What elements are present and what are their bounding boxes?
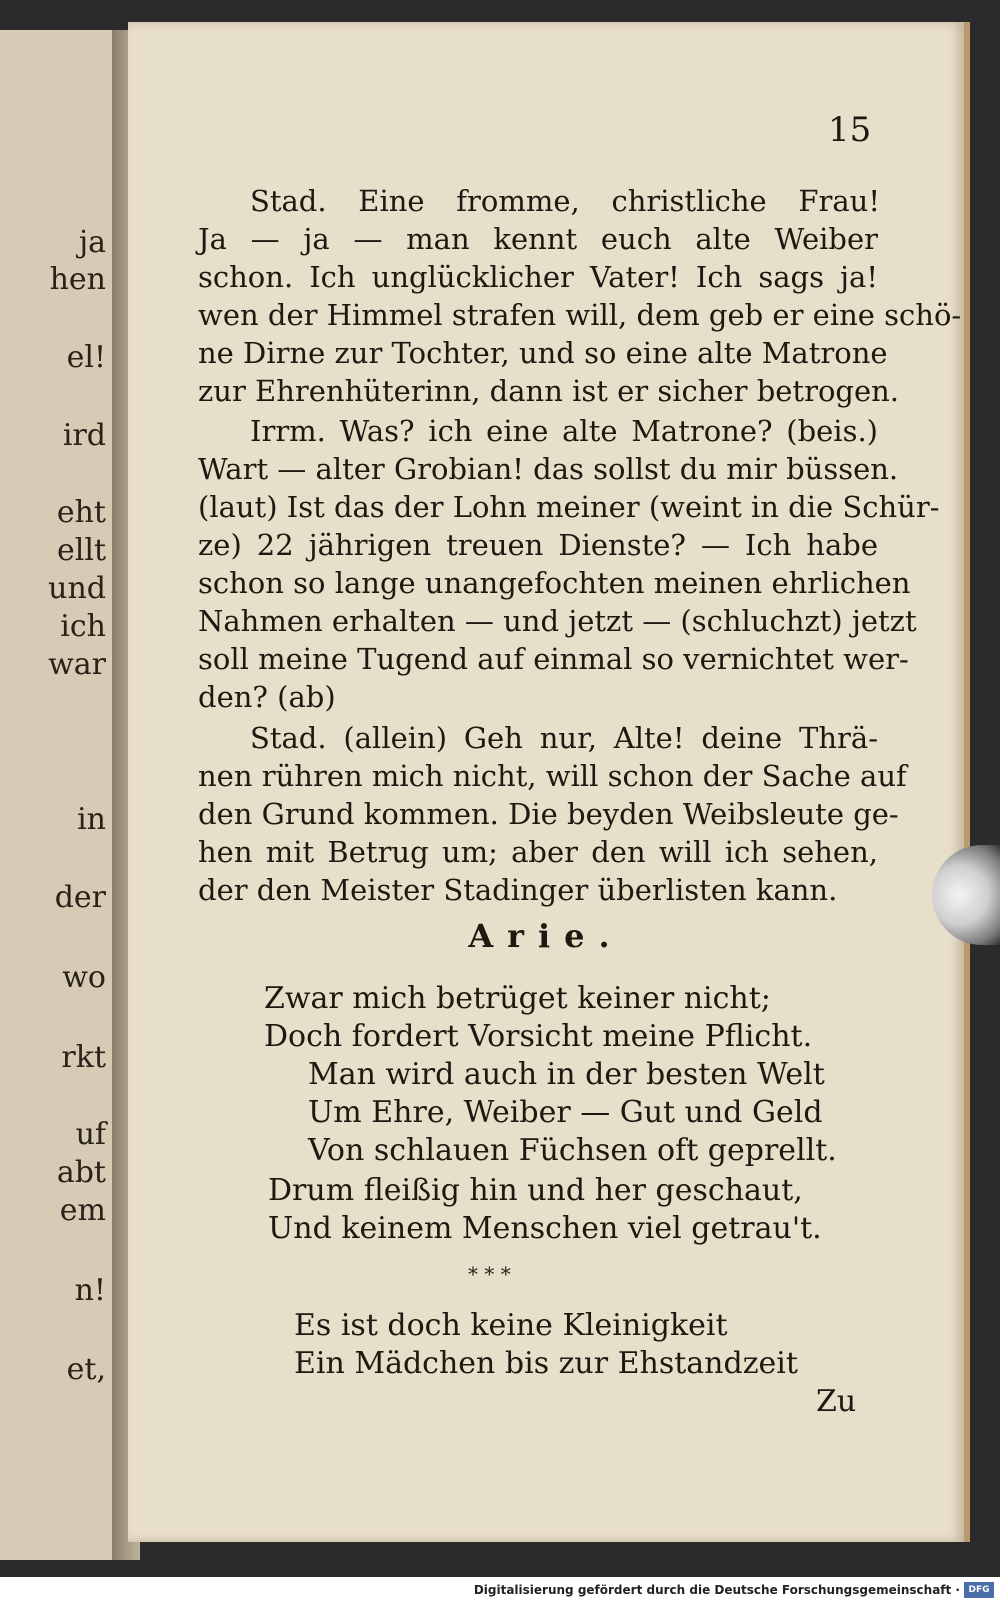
dfg-logo: DFG — [964, 1582, 994, 1598]
left-page-fragment: n! — [74, 1273, 106, 1308]
digitization-footer — [0, 1577, 1000, 1605]
left-page-fragment: wo — [62, 960, 106, 995]
aria-line: Zwar mich betrüget keiner nicht; — [264, 981, 771, 1016]
left-page-fragment: ja — [78, 225, 106, 260]
prose-line: (laut) Ist das der Lohn meiner (weint in die Schür- — [198, 490, 940, 524]
aria-line: Und keinem Menschen viel getrau't. — [268, 1211, 822, 1246]
aria-line: Drum fleißig hin und her geschaut, — [268, 1173, 803, 1208]
prose-line: wen der Himmel strafen will, dem geb er eine schö- — [198, 298, 962, 332]
prose-line: Stad. Eine fromme, christliche Frau! — [250, 184, 880, 218]
section-stars: * * * — [468, 1262, 511, 1286]
prose-line: zur Ehrenhüterinn, dann ist er sicher betrogen. — [198, 374, 900, 408]
book-page — [128, 22, 970, 1542]
left-page-fragment: der — [54, 880, 106, 915]
verse-line: Ein Mädchen bis zur Ehstandzeit — [294, 1346, 798, 1381]
prose-line: hen mit Betrug um; aber den will ich sehen, — [198, 835, 878, 869]
left-page-fragment: ellt — [57, 533, 106, 568]
prose-line: soll meine Tugend auf einmal so vernichtet wer- — [198, 642, 909, 676]
prose-line: Ja — ja — man kennt euch alte Weiber — [198, 222, 878, 256]
left-page-fragment: hen — [49, 262, 106, 297]
footer-credit: Digitalisierung gefördert durch die Deutsche Forschungsgemeinschaft · — [473, 1583, 960, 1597]
left-page-fragment: rkt — [61, 1040, 106, 1075]
left-page-fragment: abt — [56, 1155, 106, 1190]
left-page-fragment: et, — [66, 1352, 106, 1387]
aria-line: Doch fordert Vorsicht meine Pflicht. — [264, 1019, 813, 1054]
prose-line: Stad. (allein) Geh nur, Alte! deine Thrä- — [250, 721, 878, 755]
prose-line: schon. Ich unglücklicher Vater! Ich sags ja! — [198, 260, 878, 294]
aria-line: Um Ehre, Weiber — Gut und Geld — [308, 1095, 823, 1130]
prose-line: Nahmen erhalten — und jetzt — (schluchzt) jetzt — [198, 604, 917, 638]
prose-line: nen rühren mich nicht, will schon der Sache auf — [198, 759, 907, 793]
aria-line: Man wird auch in der besten Welt — [308, 1057, 825, 1092]
prose-line: schon so lange unangefochten meinen ehrlichen — [198, 566, 911, 600]
prose-line: Irrm. Was? ich eine alte Matrone? (beis.) — [250, 414, 878, 448]
prose-line: den Grund kommen. Die beyden Weibsleute ge- — [198, 797, 899, 831]
catchword: Zu — [816, 1384, 857, 1419]
page-number: 15 — [828, 110, 872, 150]
aria-line: Von schlauen Füchsen oft geprellt. — [308, 1133, 837, 1168]
prose-line: ne Dirne zur Tochter, und so eine alte Matrone — [198, 336, 888, 370]
left-page-fragment: em — [59, 1193, 106, 1228]
left-page-fragment: uf — [75, 1117, 106, 1152]
left-page-fragment: war — [48, 647, 106, 682]
verse-line: Es ist doch keine Kleinigkeit — [294, 1308, 728, 1343]
prose-line: ze) 22 jährigen treuen Dienste? — Ich habe — [198, 528, 878, 562]
prose-line: der den Meister Stadinger überlisten kann. — [198, 873, 838, 907]
left-page-fragment: ich — [60, 609, 106, 644]
aria-heading: Arie. — [468, 917, 624, 955]
left-page-fragment: eht — [56, 495, 106, 530]
left-page-fragment: und — [48, 571, 106, 606]
left-page-fragment: el! — [66, 340, 106, 375]
prose-line: Wart — alter Grobian! das sollst du mir büssen. — [198, 452, 899, 486]
left-page-fragment: ird — [62, 418, 106, 453]
left-page-fragment: in — [77, 802, 106, 837]
prose-line: den? (ab) — [198, 680, 336, 714]
facing-page-edge — [0, 30, 114, 1560]
